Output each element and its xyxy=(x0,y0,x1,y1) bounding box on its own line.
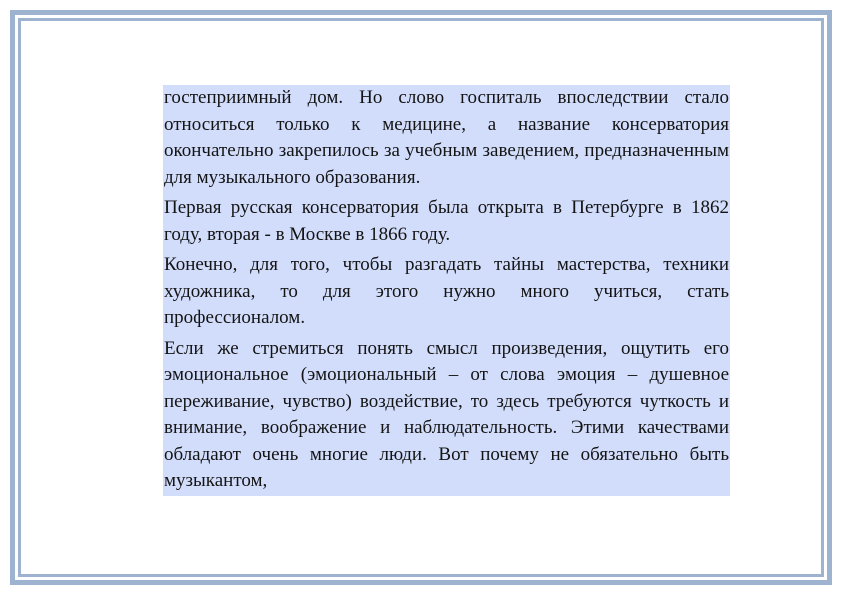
paragraph: Если же стремиться понять смысл произведения, ощутить его эмоциональное (эмоциональный – от слова эмоция – душевное переживание, чувство) воздействие, то здесь требуются чуткость и внимание, воображение и наблюдательность. Этими качествами обладают очень многие люди. Вот почему не обязательно быть музыкантом, xyxy=(164,337,729,491)
paragraph: Первая русская консерватория была открыта в Петербурге в 1862 году, вторая - в Москве в 1866 году. xyxy=(164,197,729,245)
paragraph: гостеприимный дом. Но слово госпиталь впоследствии стало относиться только к медицине, а название консерватория окончательно закрепилось за учебным заведением, предназначенным для музыкального образования. xyxy=(164,87,729,188)
text-block xyxy=(163,85,730,496)
paragraph: Конечно, для того, чтобы разгадать тайны мастерства, техники художника, то для этого нужно много учиться, стать профессионалом. xyxy=(164,254,729,328)
